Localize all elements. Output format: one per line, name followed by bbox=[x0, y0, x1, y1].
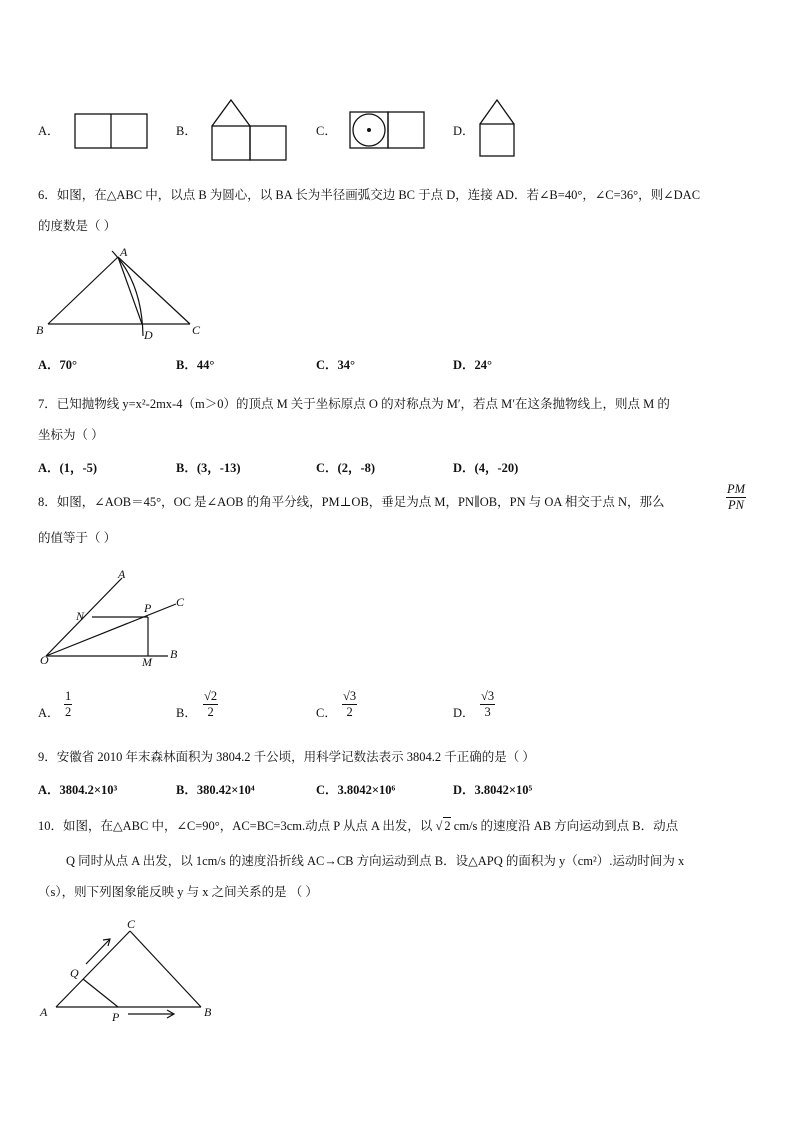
q8-option-a-denominator: 2 bbox=[65, 705, 72, 719]
q5-option-a-figure bbox=[70, 110, 152, 154]
q7-option-a: A．(1，-5) bbox=[38, 461, 98, 475]
q8-text-line2: 的值等于（ ） bbox=[38, 531, 117, 545]
q6-option-a: A．70° bbox=[38, 358, 78, 372]
q10-label-b: B bbox=[204, 1005, 212, 1019]
q10-label-c: C bbox=[127, 917, 136, 931]
q8-option-d-fraction bbox=[480, 689, 495, 720]
q8-label-a: A bbox=[118, 567, 126, 581]
q10-label-p: P bbox=[112, 1010, 120, 1024]
q6-text-line1: 6．如图，在△ABC 中，以点 B 为圆心，以 BA 长为半径画弧交边 BC 于点 D，连接 AD．若∠B=40°，∠C=36°，则∠DAC bbox=[38, 188, 701, 202]
q10-sqrt-radicand: 2 bbox=[444, 819, 451, 833]
q6-option-c: C．34° bbox=[316, 358, 356, 372]
q8-option-a-numerator: 1 bbox=[65, 689, 72, 703]
q8-option-a-fraction bbox=[64, 689, 72, 720]
q6-label-c: C bbox=[192, 323, 201, 337]
q9-option-a: A．3804.2×10³ bbox=[38, 783, 118, 797]
q9-text-line1: 9．安徽省 2010 年末森林面积为 3804.2 千公顷，用科学记数法表示 3804.2 千正确的是（ ） bbox=[38, 750, 535, 764]
q7-text-line2: 坐标为（ ） bbox=[38, 428, 104, 442]
q10-label-q: Q bbox=[70, 966, 79, 980]
q8-fraction-denominator: PN bbox=[728, 498, 745, 512]
q8-option-b-denominator: 2 bbox=[207, 705, 214, 719]
q10-text-line1 bbox=[38, 817, 678, 834]
q8-label-m: M bbox=[142, 655, 152, 669]
q8-label-p: P bbox=[144, 601, 152, 615]
q7-option-b: B．(3，-13) bbox=[176, 461, 241, 475]
q8-label-n: N bbox=[76, 609, 85, 623]
q8-option-b-letter: B． bbox=[176, 706, 197, 720]
q8-option-d-letter: D． bbox=[453, 706, 475, 720]
q10-text-line1-end: cm/s 的速度沿 AB 方向运动到点 B．动点 bbox=[453, 819, 679, 833]
q10-text-line1-start: 10．如图，在△ABC 中，∠C=90°，AC=BC=3cm.动点 P 从点 A 出发，以 bbox=[38, 819, 433, 833]
q6-triangle-figure bbox=[30, 244, 210, 344]
q8-option-d-denominator: 3 bbox=[484, 705, 491, 719]
q8-option-c-denominator: 2 bbox=[346, 705, 353, 719]
q5-option-a-label: A． bbox=[38, 124, 60, 138]
q6-option-d: D．24° bbox=[453, 358, 493, 372]
q9-option-d: D．3.8042×10⁵ bbox=[453, 783, 533, 797]
q10-text-line2: Q 同时从点 A 出发，以 1cm/s 的速度沿折线 AC→CB 方向运动到点 B．设△APQ 的面积为 y（cm²）.运动时间为 x bbox=[66, 854, 685, 868]
q8-option-c-numerator: √3 bbox=[343, 689, 357, 703]
q7-text-line1: 7．已知抛物线 y=x²-2mx-4（m＞0）的顶点 M 关于坐标原点 O 的对称点为 M′，若点 M′在这条抛物线上，则点 M 的 bbox=[38, 397, 670, 411]
q6-label-a: A bbox=[120, 245, 128, 259]
q5-option-b-label: B． bbox=[176, 124, 197, 138]
q10-triangle-figure bbox=[34, 910, 224, 1025]
q8-label-o: O bbox=[40, 653, 49, 667]
q8-option-a-letter: A． bbox=[38, 706, 60, 720]
q5-option-d-figure bbox=[476, 96, 524, 160]
q5-option-d-label: D． bbox=[453, 124, 475, 138]
q6-option-b: B．44° bbox=[176, 358, 215, 372]
q5-option-c-figure bbox=[345, 108, 431, 154]
q8-angle-figure bbox=[36, 560, 196, 670]
q7-option-c: C．(2，-8) bbox=[316, 461, 376, 475]
q6-label-b: B bbox=[36, 323, 44, 337]
q10-sqrt-2: √ 2 bbox=[435, 819, 451, 833]
q7-option-d: D．(4，-20) bbox=[453, 461, 519, 475]
q8-label-c: C bbox=[176, 595, 185, 609]
q10-label-a: A bbox=[40, 1005, 48, 1019]
q8-fraction-numerator: PM bbox=[727, 482, 746, 496]
q5-option-b-figure bbox=[205, 96, 297, 164]
q8-label-b: B bbox=[170, 647, 178, 661]
q8-option-c-fraction bbox=[342, 689, 357, 720]
q8-text-line1: 8．如图，∠AOB＝45°，OC 是∠AOB 的角平分线，PM⊥OB，垂足为点 M，PN∥OB，PN 与 OA 相交于点 N，那么 bbox=[38, 495, 665, 509]
q5-option-c-label: C． bbox=[316, 124, 337, 138]
q8-fraction-pm-pn bbox=[726, 482, 746, 513]
q8-option-d-numerator: √3 bbox=[481, 689, 495, 703]
q10-text-line3: （s），则下列图象能反映 y 与 x 之间关系的是 （ ） bbox=[38, 885, 318, 899]
q9-option-b: B．380.42×10⁴ bbox=[176, 783, 255, 797]
q6-text-line2: 的度数是（ ） bbox=[38, 219, 117, 233]
q8-option-b-fraction bbox=[203, 689, 218, 720]
q8-option-c-letter: C． bbox=[316, 706, 337, 720]
q9-option-c: C．3.8042×10⁶ bbox=[316, 783, 396, 797]
q8-option-b-numerator: √2 bbox=[204, 689, 218, 703]
q6-label-d: D bbox=[144, 328, 153, 342]
